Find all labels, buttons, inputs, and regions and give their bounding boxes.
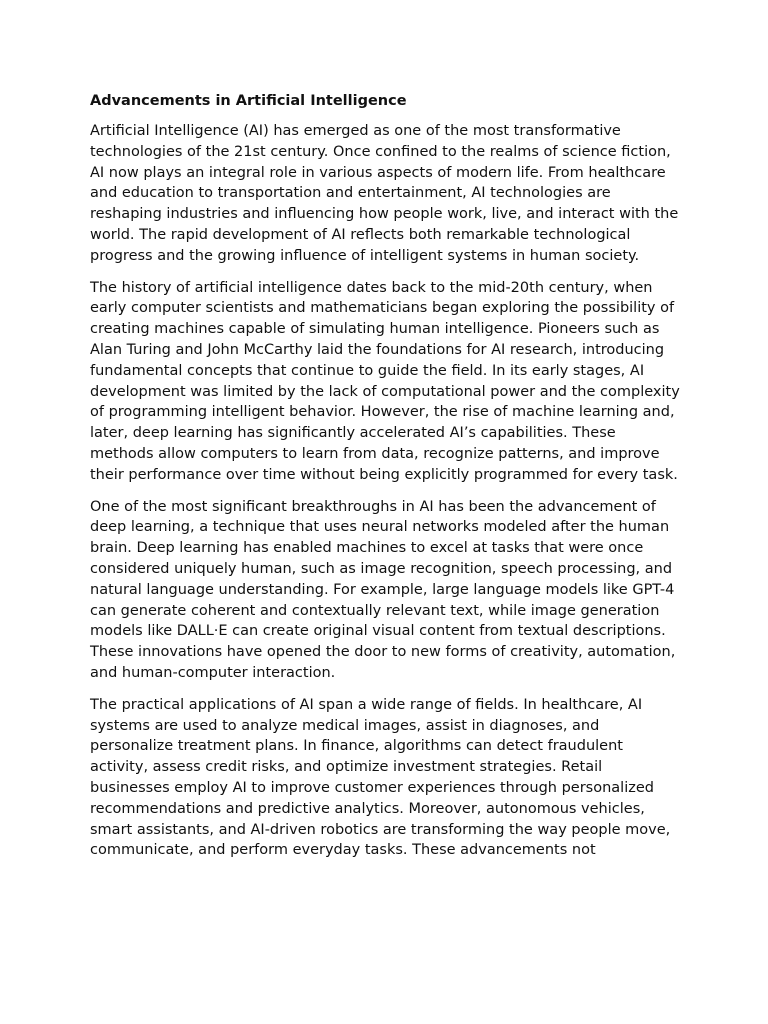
paragraph-1: Artificial Intelligence (AI) has emerged as one of the most transformative technologies of the 21st century. Once confined to the realms of science fiction, AI now plays an integral role in various aspects of modern life. From healthcare and education to transportation and entertainment, AI technologies are reshaping industries and influencing how people work, live, and interact with the world. The rapid development of AI reflects both remarkable technological progress and the growing influence of intelligent systems in human society. bbox=[90, 123, 679, 264]
paragraph-2: The history of artificial intelligence dates back to the mid-20th century, when early computer scientists and mathematicians began exploring the possibility of creating machines capable of simulating human intelligence. Pioneers such as Alan Turing and John McCarthy laid the foundations for AI research, introducing fundamental concepts that continue to guide the field. In its early stages, AI development was limited by the lack of computational power and the complexity of programming intelligent behavior. However, the rise of machine learning and, later, deep learning has significantly accelerated AI’s capabilities. These methods allow computers to learn from data, recognize patterns, and improve their performance over time without being explicitly programmed for every task. bbox=[90, 279, 680, 483]
document-title: Advancements in Artificial Intelligence bbox=[90, 93, 407, 109]
paragraph-3: One of the most significant breakthroughs in AI has been the advancement of deep learning, a technique that uses neural networks modeled after the human brain. Deep learning has enabled machines to excel at tasks that were once considered uniquely human, such as image recognition, speech processing, and natural language understanding. For example, large language models like GPT-4 can generate coherent and contextually relevant text, while image generation models like DALL·E can create original visual content from textual descriptions. These innovations have opened the door to new forms of creativity, automation, and human-computer interaction. bbox=[90, 498, 676, 681]
document-body bbox=[90, 90, 682, 872]
paragraph-4: The practical applications of AI span a wide range of fields. In healthcare, AI systems are used to analyze medical images, assist in diagnoses, and personalize treatment plans. In finance, algorithms can detect fraudulent activity, assess credit risks, and optimize investment strategies. Retail businesses employ AI to improve customer experiences through personalized recommendations and predictive analytics. Moreover, autonomous vehicles, smart assistants, and AI-driven robotics are transforming the way people move, communicate, and perform everyday tasks. These advancements not bbox=[90, 696, 671, 859]
